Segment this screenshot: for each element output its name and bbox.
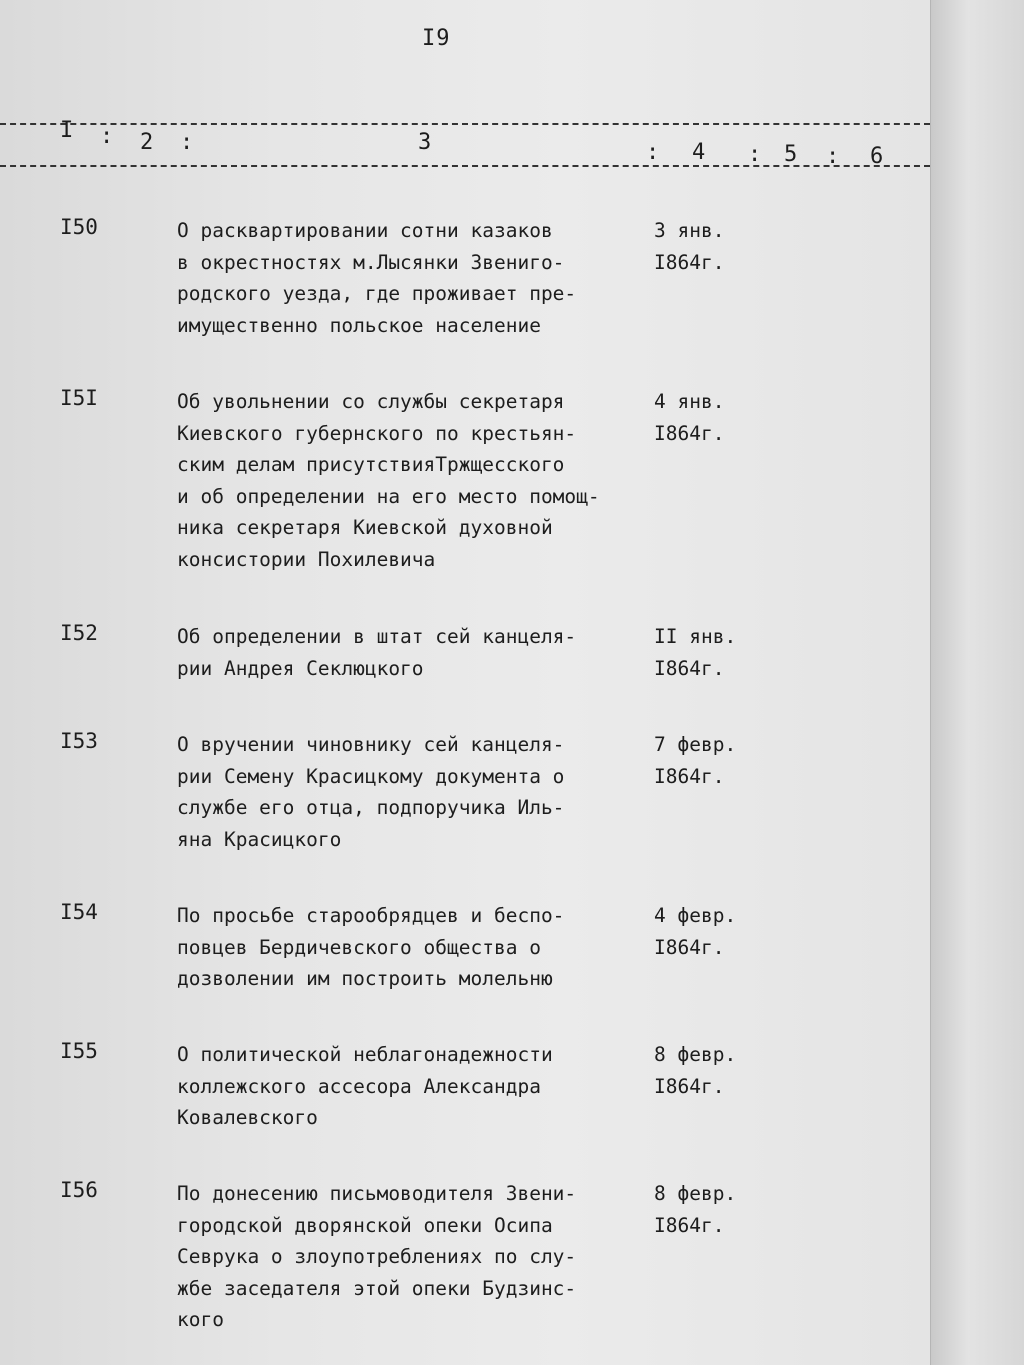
column-header-3: 3 xyxy=(418,130,432,155)
column-header-5: 5 xyxy=(784,142,798,167)
entry-number: I50 xyxy=(60,215,98,239)
entry-date: 8 февр. I864г. xyxy=(654,1182,737,1237)
column-separator: : xyxy=(826,144,840,169)
column-separator: : xyxy=(646,140,660,165)
entry-date: 3 янв. I864г. xyxy=(654,219,725,274)
entry-title: О расквартировании сотни казаков в окрестностях м.Лысянки Звениго- родского уезда, где проживает пре- имущественно польское население xyxy=(177,219,577,337)
entry-title: О политической неблагонадежности коллежского ассесора Александра Ковалевского xyxy=(177,1043,553,1129)
entry-number: I52 xyxy=(60,621,98,645)
entry-title: О вручении чиновнику сей канцеля- рии Семену Красицкому документа о службе его отца, подпоручика Иль- яна Красицкого xyxy=(177,733,565,851)
header-rule-top xyxy=(0,123,930,125)
entry-number: I56 xyxy=(60,1178,98,1202)
page-number: I9 xyxy=(422,26,451,51)
entry-date: 7 февр. I864г. xyxy=(654,733,737,788)
entry-number: I5I xyxy=(60,386,98,410)
entry-title: Об увольнении со службы секретаря Киевского губернского по крестьян- ским делам присутствияТржщесского и об определении на его место помощ- ника секретаря Киевской духовной консистории Похилевича xyxy=(177,390,600,571)
column-header-4: 4 xyxy=(692,140,706,165)
entry-title: Об определении в штат сей канцеля- рии Андрея Секлюцкого xyxy=(177,625,577,680)
entry-number: I53 xyxy=(60,729,98,753)
entry-title: По донесению письмоводителя Звени- городской дворянской опеки Осипа Севрука о злоупотреблениях по слу- жбе заседателя этой опеки Будзинс- кого xyxy=(177,1182,577,1331)
entry-title: По просьбе старообрядцев и беспо- повцев Бердичевского общества о дозволении им построить молельню xyxy=(177,904,565,990)
column-separator: : xyxy=(100,124,114,149)
entry-date: 4 янв. I864г. xyxy=(654,390,725,445)
entry-number: I54 xyxy=(60,900,98,924)
entry-date: II янв. I864г. xyxy=(654,625,737,680)
page-edge-shadow xyxy=(930,0,1024,1365)
entry-date: 4 февр. I864г. xyxy=(654,904,737,959)
column-header-2: 2 xyxy=(140,130,154,155)
entry-date: 8 февр. I864г. xyxy=(654,1043,737,1098)
header-rule-bottom xyxy=(0,165,930,167)
entry-number: I55 xyxy=(60,1039,98,1063)
column-separator: : xyxy=(180,130,194,155)
column-header-6: 6 xyxy=(870,144,884,169)
column-separator: : xyxy=(748,142,762,167)
column-header-1: I xyxy=(60,118,74,143)
